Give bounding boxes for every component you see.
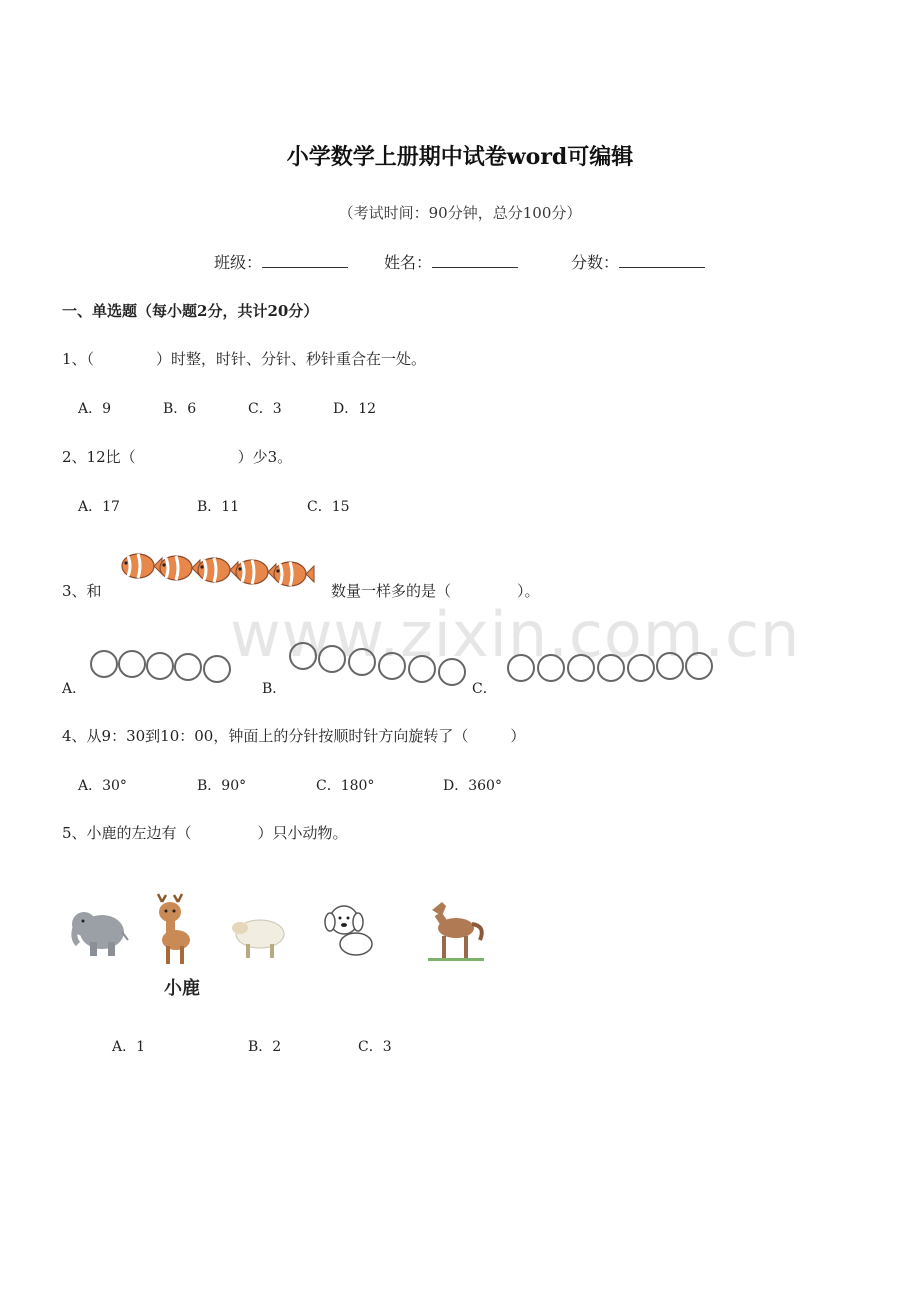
question-5 [62,822,348,843]
score-blank[interactable] [619,253,705,268]
score-label: 分数： [571,253,620,272]
watermark: www.zixin.com.cn [230,598,801,671]
question-4-text: 4、从9：30到10：00，钟面上的分针按顺时针方向旋转了（ [62,727,469,745]
circle-icon [119,651,145,677]
fish-group [120,544,315,592]
animals-row [66,892,496,972]
exam-time-note: （考试时间：90分钟，总分100分） [338,204,582,222]
circle-icon [686,653,712,679]
question-4-option-b[interactable]: B．90° [197,778,247,794]
question-3-option-c-circles[interactable] [505,648,717,688]
question-5-prefix: 5、小鹿的左边有（ [62,824,192,842]
circle-icon [508,655,534,681]
name-label: 姓名： [384,253,433,272]
circle-icon [379,653,405,679]
question-4-suffix: ） [510,727,526,745]
question-5-option-b[interactable]: B．2 [248,1039,282,1055]
question-3-option-c[interactable]: C． [472,681,497,697]
question-1-suffix: ）时整，时针、分针、秒针重合在一处。 [156,350,427,368]
circle-icon [349,649,375,675]
circle-icon [439,659,465,685]
puppy-icon [325,906,372,955]
question-3-option-b[interactable]: B． [262,681,287,697]
deer-caption: 小鹿 [164,978,200,999]
question-4-option-c[interactable]: C．180° [316,778,375,794]
score-field [571,250,705,273]
question-4-option-d[interactable]: D．360° [443,778,502,794]
name-blank[interactable] [432,253,518,268]
clownfish-icon [274,562,314,586]
clownfish-icon [198,558,238,582]
question-1-option-a[interactable]: A．9 [78,401,112,417]
circle-icon [409,656,435,682]
question-4 [62,725,525,746]
question-3-suffix: 数量一样多的是（ [331,582,452,600]
question-1-option-c[interactable]: C．3 [248,401,282,417]
circle-icon [538,655,564,681]
circle-icon [598,655,624,681]
question-2-option-c[interactable]: C．15 [307,499,350,515]
question-1-option-b[interactable]: B．6 [163,401,197,417]
question-2-option-a[interactable]: A．17 [78,499,120,515]
section-heading: 一、单选题（每小题2分，共计20分） [62,302,319,320]
sheep-icon [232,920,284,958]
question-3-option-b-circles[interactable] [287,640,469,690]
horse-icon [428,902,484,961]
question-4-option-a[interactable]: A．30° [78,778,127,794]
circle-icon [204,656,230,682]
question-3-prefix: 3、和 [62,582,102,600]
clownfish-icon [122,554,162,578]
question-2-suffix: ）少3。 [237,448,293,466]
question-5-suffix: ）只小动物。 [257,824,348,842]
circle-icon [290,643,316,669]
class-field [214,250,348,273]
question-2-prefix: 2、12比（ [62,448,136,466]
question-2 [62,446,292,467]
circle-icon [175,654,201,680]
question-5-option-c[interactable]: C．3 [358,1039,392,1055]
question-3-suffix2: ）。 [517,582,540,600]
circle-icon [319,646,345,672]
question-1 [62,348,426,369]
clownfish-icon [236,560,276,584]
question-5-option-a[interactable]: A．1 [112,1039,146,1055]
question-3-stem [331,580,540,601]
question-2-option-b[interactable]: B．11 [197,499,240,515]
circle-icon [147,653,173,679]
deer-icon [158,894,190,964]
elephant-icon [72,912,128,956]
question-3-option-a[interactable]: A． [62,681,87,697]
circle-icon [91,651,117,677]
circle-icon [628,655,654,681]
circle-icon [657,653,683,679]
page-title: 小学数学上册期中试卷word可编辑 [286,144,634,170]
circle-icon [568,655,594,681]
question-3-option-a-circles[interactable] [88,646,234,686]
class-label: 班级： [214,253,263,272]
clownfish-icon [160,556,200,580]
class-blank[interactable] [262,253,348,268]
name-field [384,250,518,273]
question-1-option-d[interactable]: D．12 [333,401,377,417]
question-1-prefix: 1、（ [62,350,95,368]
